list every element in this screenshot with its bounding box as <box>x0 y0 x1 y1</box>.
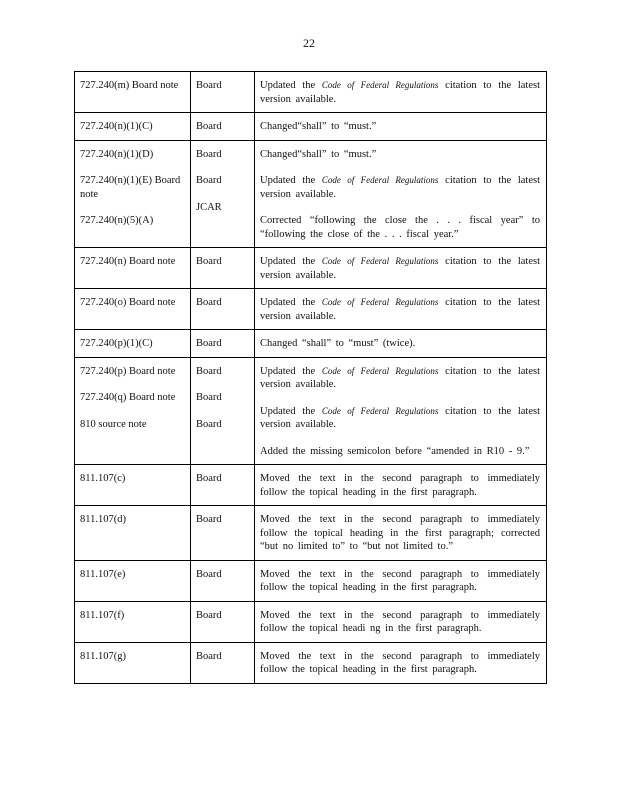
change-description <box>260 405 540 432</box>
changes-table <box>74 71 547 684</box>
description-text: Updated the <box>260 175 322 186</box>
section-reference: 811.107(e) <box>80 568 126 580</box>
table-row <box>75 601 547 642</box>
agency-name: Board <box>196 418 222 430</box>
section-cell <box>75 506 191 561</box>
section-reference: 810 source note <box>80 418 147 430</box>
change-description <box>260 568 540 595</box>
description-text: Corrected “following the close the . . . fiscal year” to “following the close of the . . . fiscal year.” <box>260 215 540 240</box>
section-cell <box>75 465 191 506</box>
description-text: citation to the latest version available. <box>260 405 541 430</box>
table-row <box>75 465 547 506</box>
section-reference: 811.107(c) <box>80 473 126 484</box>
agency-cell <box>191 248 255 289</box>
agency-name: Board <box>196 80 222 91</box>
change-description <box>260 214 540 241</box>
section-cell <box>75 642 191 683</box>
table-row <box>75 72 547 113</box>
section-reference: 727.240(p)(1)(C) <box>80 338 153 349</box>
description-text: citation to the latest version available. <box>260 80 541 105</box>
description-text: citation to the latest version available. <box>260 365 541 390</box>
section-reference: 727.240(n)(5)(A) <box>80 215 154 226</box>
agency-cell <box>191 601 255 642</box>
description-cell <box>255 248 547 289</box>
agency-cell <box>191 642 255 683</box>
description-cell <box>255 357 547 465</box>
section-cell <box>75 357 191 465</box>
description-cell <box>255 72 547 113</box>
change-description <box>260 609 540 636</box>
description-cell <box>255 330 547 358</box>
description-text: Moved the text in the second paragraph to immediately follow the topical heading in the first paragraph. <box>260 568 540 593</box>
change-description <box>260 296 540 323</box>
change-description <box>260 174 540 201</box>
description-text: Changed“shall” to “must.” <box>260 121 377 132</box>
agency-name: Board <box>196 609 222 621</box>
section-reference: 811.107(g) <box>80 650 126 662</box>
change-description <box>260 255 540 282</box>
description-text: Moved the text in the second paragraph to immediately follow the topical heading in the first paragraph. <box>260 650 540 675</box>
change-description <box>260 337 540 351</box>
description-cell <box>255 560 547 601</box>
description-cell <box>255 140 547 248</box>
table-row <box>75 113 547 141</box>
agency-cell <box>191 465 255 506</box>
section-cell <box>75 113 191 141</box>
cfr-title: Code of Federal Regulations <box>321 365 439 376</box>
agency-name: Board <box>196 121 222 132</box>
agency-cell <box>191 560 255 601</box>
agency-name: Board <box>196 297 222 308</box>
section-cell <box>75 601 191 642</box>
description-text: Added the missing semicolon before “amended in R10 - 9.” <box>260 445 530 457</box>
changes-table-body <box>75 72 547 684</box>
section-reference: 727.240(o) Board note <box>80 297 176 308</box>
description-text: citation to the latest version available. <box>260 297 541 322</box>
section-cell <box>75 560 191 601</box>
description-cell <box>255 465 547 506</box>
section-reference: 727.240(n)(1)(C) <box>80 121 153 132</box>
table-row <box>75 357 547 465</box>
description-text: Changed“shall” to “must.” <box>260 148 377 160</box>
page-number: 22 <box>303 36 315 50</box>
section-reference: 727.240(m) Board note <box>80 80 179 91</box>
table-row <box>75 642 547 683</box>
section-reference: 727.240(n) Board note <box>80 256 176 267</box>
section-cell <box>75 140 191 248</box>
change-description <box>260 79 540 106</box>
change-description <box>260 650 540 677</box>
agency-cell <box>191 330 255 358</box>
description-text: Updated the <box>260 297 322 308</box>
agency-name: Board <box>196 514 222 525</box>
section-cell <box>75 289 191 330</box>
section-reference: 727.240(p) Board note <box>80 365 176 377</box>
description-text: citation to the latest version available. <box>260 175 541 200</box>
agency-name: Board <box>196 175 222 186</box>
section-reference: 727.240(n)(1)(E) Board note <box>80 175 181 200</box>
table-row <box>75 289 547 330</box>
description-text: Changed “shall” to “must” (twice). <box>260 338 416 349</box>
description-text: Updated the <box>260 365 322 377</box>
description-text: Moved the text in the second paragraph to immediately follow the topical headi ng in the first paragraph. <box>260 609 540 634</box>
description-cell <box>255 113 547 141</box>
description-cell <box>255 289 547 330</box>
change-description <box>260 472 540 499</box>
section-reference: 811.107(f) <box>80 609 125 621</box>
table-row <box>75 560 547 601</box>
section-cell <box>75 248 191 289</box>
description-text: citation to the latest version available. <box>260 256 541 281</box>
agency-name: Board <box>196 256 222 267</box>
section-cell <box>75 72 191 113</box>
section-reference: 727.240(q) Board note <box>80 392 176 403</box>
table-row <box>75 506 547 561</box>
cfr-title: Code of Federal Regulations <box>321 80 439 90</box>
change-description <box>260 120 540 134</box>
section-cell <box>75 330 191 358</box>
agency-name: Board <box>196 338 222 349</box>
description-cell <box>255 601 547 642</box>
agency-cell <box>191 113 255 141</box>
agency-name: Board <box>196 568 222 580</box>
description-text: Updated the <box>260 80 322 91</box>
change-description <box>260 445 540 459</box>
agency-cell <box>191 357 255 465</box>
description-text: Updated the <box>260 256 322 267</box>
agency-name: Board <box>196 650 222 662</box>
section-reference: 727.240(n)(1)(D) <box>80 148 154 160</box>
agency-name: Board <box>196 473 222 484</box>
table-row <box>75 248 547 289</box>
cfr-title: Code of Federal Regulations <box>321 405 439 416</box>
agency-cell <box>191 72 255 113</box>
agency-name: Board <box>196 148 222 160</box>
change-description <box>260 365 540 392</box>
table-row <box>75 330 547 358</box>
description-text: Updated the <box>260 405 322 417</box>
change-description <box>260 148 540 162</box>
cfr-title: Code of Federal Regulations <box>321 256 439 266</box>
agency-name: Board <box>196 365 222 377</box>
table-row <box>75 140 547 248</box>
agency-name: JCAR <box>196 201 222 213</box>
agency-cell <box>191 140 255 248</box>
cfr-title: Code of Federal Regulations <box>321 175 439 185</box>
description-text: Moved the text in the second paragraph to immediately follow the topical heading in the first paragraph. <box>260 473 540 498</box>
agency-cell <box>191 506 255 561</box>
agency-cell <box>191 289 255 330</box>
description-cell <box>255 642 547 683</box>
section-reference: 811.107(d) <box>80 514 126 525</box>
cfr-title: Code of Federal Regulations <box>321 297 439 307</box>
agency-name: Board <box>196 392 222 403</box>
description-text: Moved the text in the second paragraph to immediately follow the topical heading in the first paragraph; corrected “but no limited to” to “but not limited to.” <box>260 514 540 552</box>
change-description <box>260 513 540 554</box>
description-cell <box>255 506 547 561</box>
